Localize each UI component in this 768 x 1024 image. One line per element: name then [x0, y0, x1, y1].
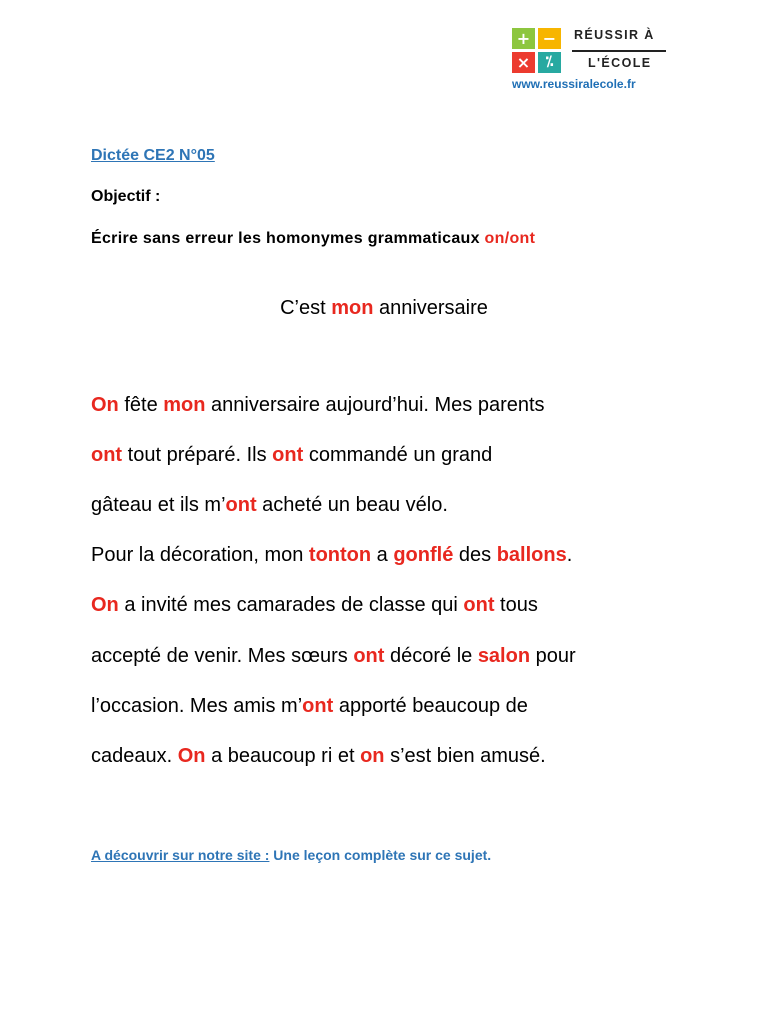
- logo-title: RÉUSSIR À: [574, 28, 655, 42]
- plus-icon: +: [512, 28, 535, 49]
- text-segment: pour: [530, 645, 576, 667]
- logo-icon-grid: [512, 28, 564, 74]
- dictation-title: [0, 297, 768, 320]
- highlighted-word: gonflé: [393, 544, 454, 566]
- highlighted-word: mon: [163, 394, 206, 416]
- highlighted-word: ont: [353, 645, 385, 667]
- text-segment: fête: [118, 394, 164, 416]
- dictation-line: [91, 645, 576, 668]
- text-segment: a invité mes camarades de classe qui: [118, 594, 464, 616]
- dictation-line: [91, 544, 572, 567]
- objective-highlight: on/ont: [484, 230, 536, 247]
- highlighted-word: ont: [272, 444, 304, 466]
- text-segment: l’occasion. Mes amis m’: [91, 695, 303, 717]
- text-segment: anniversaire aujourd’hui. Mes parents: [205, 394, 545, 416]
- dictation-line: [91, 394, 545, 417]
- divide-icon: ⁒: [538, 52, 561, 73]
- highlighted-word: ballons: [496, 544, 567, 566]
- highlighted-word: on: [360, 745, 385, 767]
- dictation-line: [91, 695, 528, 718]
- text-segment: acheté un beau vélo.: [256, 494, 448, 516]
- text-segment: a beaucoup ri et: [205, 745, 361, 767]
- highlighted-word: On: [91, 394, 119, 416]
- times-icon: ×: [512, 52, 535, 73]
- footer-site-link[interactable]: A découvrir sur notre site :: [91, 847, 270, 863]
- dictation-line: [91, 745, 546, 768]
- text-segment: tous: [494, 594, 538, 616]
- dictation-line: [91, 444, 492, 467]
- minus-icon: −: [538, 28, 561, 49]
- text-segment: apporté beaucoup de: [333, 695, 528, 717]
- text-segment: tout préparé. Ils: [122, 444, 273, 466]
- text-segment: gâteau et ils m’: [91, 494, 226, 516]
- highlighted-word: On: [177, 745, 206, 767]
- objective-label: Objectif :: [91, 188, 161, 205]
- footer: [91, 847, 491, 863]
- logo-divider: [572, 50, 666, 52]
- footer-description: Une leçon complète sur ce sujet.: [269, 847, 492, 863]
- logo-subtitle: L'ÉCOLE: [588, 56, 652, 70]
- text-segment: a: [371, 544, 394, 566]
- highlighted-word: ont: [225, 494, 257, 516]
- page-title: Dictée CE2 N°05: [91, 147, 215, 164]
- highlighted-word: salon: [477, 645, 531, 667]
- highlighted-word: ont: [302, 695, 334, 717]
- text-segment: cadeaux.: [91, 745, 178, 767]
- objective-text-body: Écrire sans erreur les homonymes grammaticaux: [91, 230, 485, 247]
- highlighted-word: ont: [463, 594, 495, 616]
- dictation-line: [91, 594, 538, 617]
- dictation-title-after: anniversaire: [373, 297, 488, 319]
- logo-url-link[interactable]: www.reussiralecole.fr: [512, 77, 636, 91]
- highlighted-word: On: [91, 594, 119, 616]
- dictation-title-highlight: mon: [331, 297, 374, 319]
- site-logo[interactable]: [512, 26, 682, 96]
- objective-text: [91, 230, 535, 248]
- text-segment: Pour la décoration, mon: [91, 544, 309, 566]
- text-segment: accepté de venir. Mes sœurs: [91, 645, 354, 667]
- dictation-line: [91, 494, 448, 517]
- text-segment: .: [566, 544, 573, 566]
- text-segment: décoré le: [384, 645, 478, 667]
- highlighted-word: ont: [91, 444, 123, 466]
- text-segment: s’est bien amusé.: [384, 745, 546, 767]
- dictation-title-before: C’est: [280, 297, 332, 319]
- text-segment: des: [453, 544, 497, 566]
- text-segment: commandé un grand: [303, 444, 493, 466]
- highlighted-word: tonton: [308, 544, 372, 566]
